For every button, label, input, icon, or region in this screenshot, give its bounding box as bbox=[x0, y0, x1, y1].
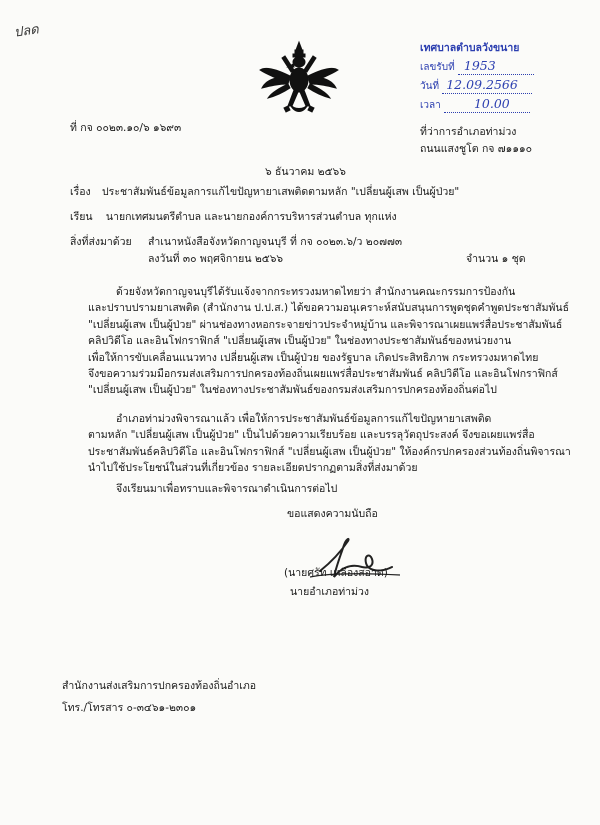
paragraph-line: ประชาสัมพันธ์คลิปวิดีโอ และอินโฟกราฟิกส์ "เปลี่ยนผู้เสพ เป็นผู้ป่วย" ให้องค์กรปกครองส่วนท้องถิ่นพิจารณา bbox=[88, 445, 571, 458]
recipient-line bbox=[70, 211, 397, 224]
stamp-date-label: วันที่ bbox=[420, 81, 440, 92]
paragraph-line: นำไปใช้ประโยชน์ในส่วนที่เกี่ยวข้อง รายละเอียดปรากฏตามสิ่งที่ส่งมาด้วย bbox=[88, 462, 418, 475]
signer-position: นายอำเภอท่าม่วง bbox=[290, 586, 370, 598]
paragraph-line: จึงขอความร่วมมือกรมส่งเสริมการปกครองท้องถิ่นเผยแพร่สื่อประชาสัมพันธ์ คลิปวิดีโอ และอินโฟกราฟิกส์ bbox=[88, 368, 558, 381]
sender-address-line2: ถนนแสงชูโต กจ ๗๑๑๑๐ bbox=[420, 143, 533, 155]
paragraph-line: "เปลี่ยนผู้เสพ เป็นผู้ป่วย" ในช่องทางประชาสัมพันธ์ของกรมส่งเสริมการปกครองท้องถิ่นต่อไป bbox=[88, 384, 497, 397]
letter-date: ๖ ธันวาคม ๒๕๖๖ bbox=[265, 166, 346, 178]
paragraph-line: ด้วยจังหวัดกาญจนบุรีได้รับแจ้งจากกระทรวงมหาดไทยว่า สำนักงานคณะกรรมการป้องกัน bbox=[116, 286, 516, 298]
sender-address-line1: ที่ว่าการอำเภอท่าม่วง bbox=[420, 126, 517, 138]
enclosure-line1: สำเนาหนังสือจังหวัดกาญจนบุรี ที่ กจ ๐๐๒๓.๖/ว ๒๐๗๗๓ bbox=[148, 236, 403, 248]
salutation: ขอแสดงความนับถือ bbox=[287, 508, 378, 520]
paragraph-line: เพื่อให้การขับเคลื่อนแนวทาง เปลี่ยนผู้เสพ เป็นผู้ป่วย ของรัฐบาล เกิดประสิทธิภาพ กระทรวงมหาดไทย bbox=[88, 351, 539, 364]
paragraph-line: คลิปวิดีโอ และอินโฟกราฟิกส์ "เปลี่ยนผู้เสพ เป็นผู้ป่วย" ในช่องทางประชาสัมพันธ์ของหน่วยงาน bbox=[88, 335, 512, 348]
stamp-received-label: เลขรับที่ bbox=[420, 62, 455, 73]
subject-line bbox=[70, 186, 459, 199]
subject-text: ประชาสัมพันธ์ข้อมูลการแก้ไขปัญหายาเสพติดตามหลัก "เปลี่ยนผู้เสพ เป็นผู้ป่วย" bbox=[102, 186, 460, 198]
enclosure-label: สิ่งที่ส่งมาด้วย bbox=[70, 236, 132, 248]
sender-address bbox=[420, 124, 532, 158]
enclosure-quantity: จำนวน ๑ ชุด bbox=[466, 253, 526, 265]
footer-phone: โทร./โทรสาร ๐-๓๔๖๑-๒๓๐๑ bbox=[62, 702, 197, 714]
receipt-stamp bbox=[420, 40, 534, 114]
stamp-office: เทศบาลตำบลวังขนาย bbox=[420, 42, 520, 54]
body-paragraph-2 bbox=[88, 411, 571, 477]
margin-note: ปลด bbox=[13, 22, 40, 41]
subject-label: เรื่อง bbox=[70, 186, 91, 198]
garuda-emblem bbox=[258, 40, 340, 122]
paragraph-line: อำเภอท่าม่วงพิจารณาแล้ว เพื่อให้การประชาสัมพันธ์ข้อมูลการแก้ไขปัญหายาเสพติด bbox=[116, 413, 492, 425]
closing-sentence: จึงเรียนมาเพื่อทราบและพิจารณาดำเนินการต่อไป bbox=[116, 483, 338, 495]
stamp-received-no: 1953 bbox=[458, 57, 534, 75]
paragraph-line: ตามหลัก "เปลี่ยนผู้เสพ เป็นผู้ป่วย" เป็นไปด้วยความเรียบร้อย และบรรลุวัตถุประสงค์ จึงขอเผยแพร่สื่อ bbox=[88, 429, 535, 442]
paragraph-line: และปราบปรามยาเสพติด (สำนักงาน ป.ป.ส.) ได้ขอความอนุเคราะห์สนับสนุนการพูดชุดคำพูดประชาสัมพันธ์ bbox=[88, 302, 570, 315]
recipient-text: นายกเทศมนตรีตำบล และนายกองค์การบริหารส่วนตำบล ทุกแห่ง bbox=[105, 211, 397, 223]
stamp-time: 10.00 bbox=[444, 95, 530, 113]
stamp-time-label: เวลา bbox=[420, 100, 441, 111]
footer-office: สำนักงานส่งเสริมการปกครองท้องถิ่นอำเภอ bbox=[62, 680, 257, 692]
signer-name: (นายศรัท เหลืองสอาด) bbox=[284, 567, 388, 579]
stamp-date: 12.09.2566 bbox=[442, 76, 532, 94]
paragraph-line: "เปลี่ยนผู้เสพ เป็นผู้ป่วย" ผ่านช่องทางหอกระจายข่าวประจำหมู่บ้าน และพิจารณาเผยแพร่สื่อประชาสัมพันธ์ bbox=[88, 318, 563, 331]
enclosure-line2: ลงวันที่ ๓๐ พฤศจิกายน ๒๕๖๖ bbox=[148, 253, 284, 265]
recipient-label: เรียน bbox=[70, 211, 93, 223]
document-number: ที่ กจ ๐๐๒๓.๑๐/๖ ๑๖๙๓ bbox=[70, 122, 182, 134]
body-paragraph-1 bbox=[88, 284, 570, 399]
